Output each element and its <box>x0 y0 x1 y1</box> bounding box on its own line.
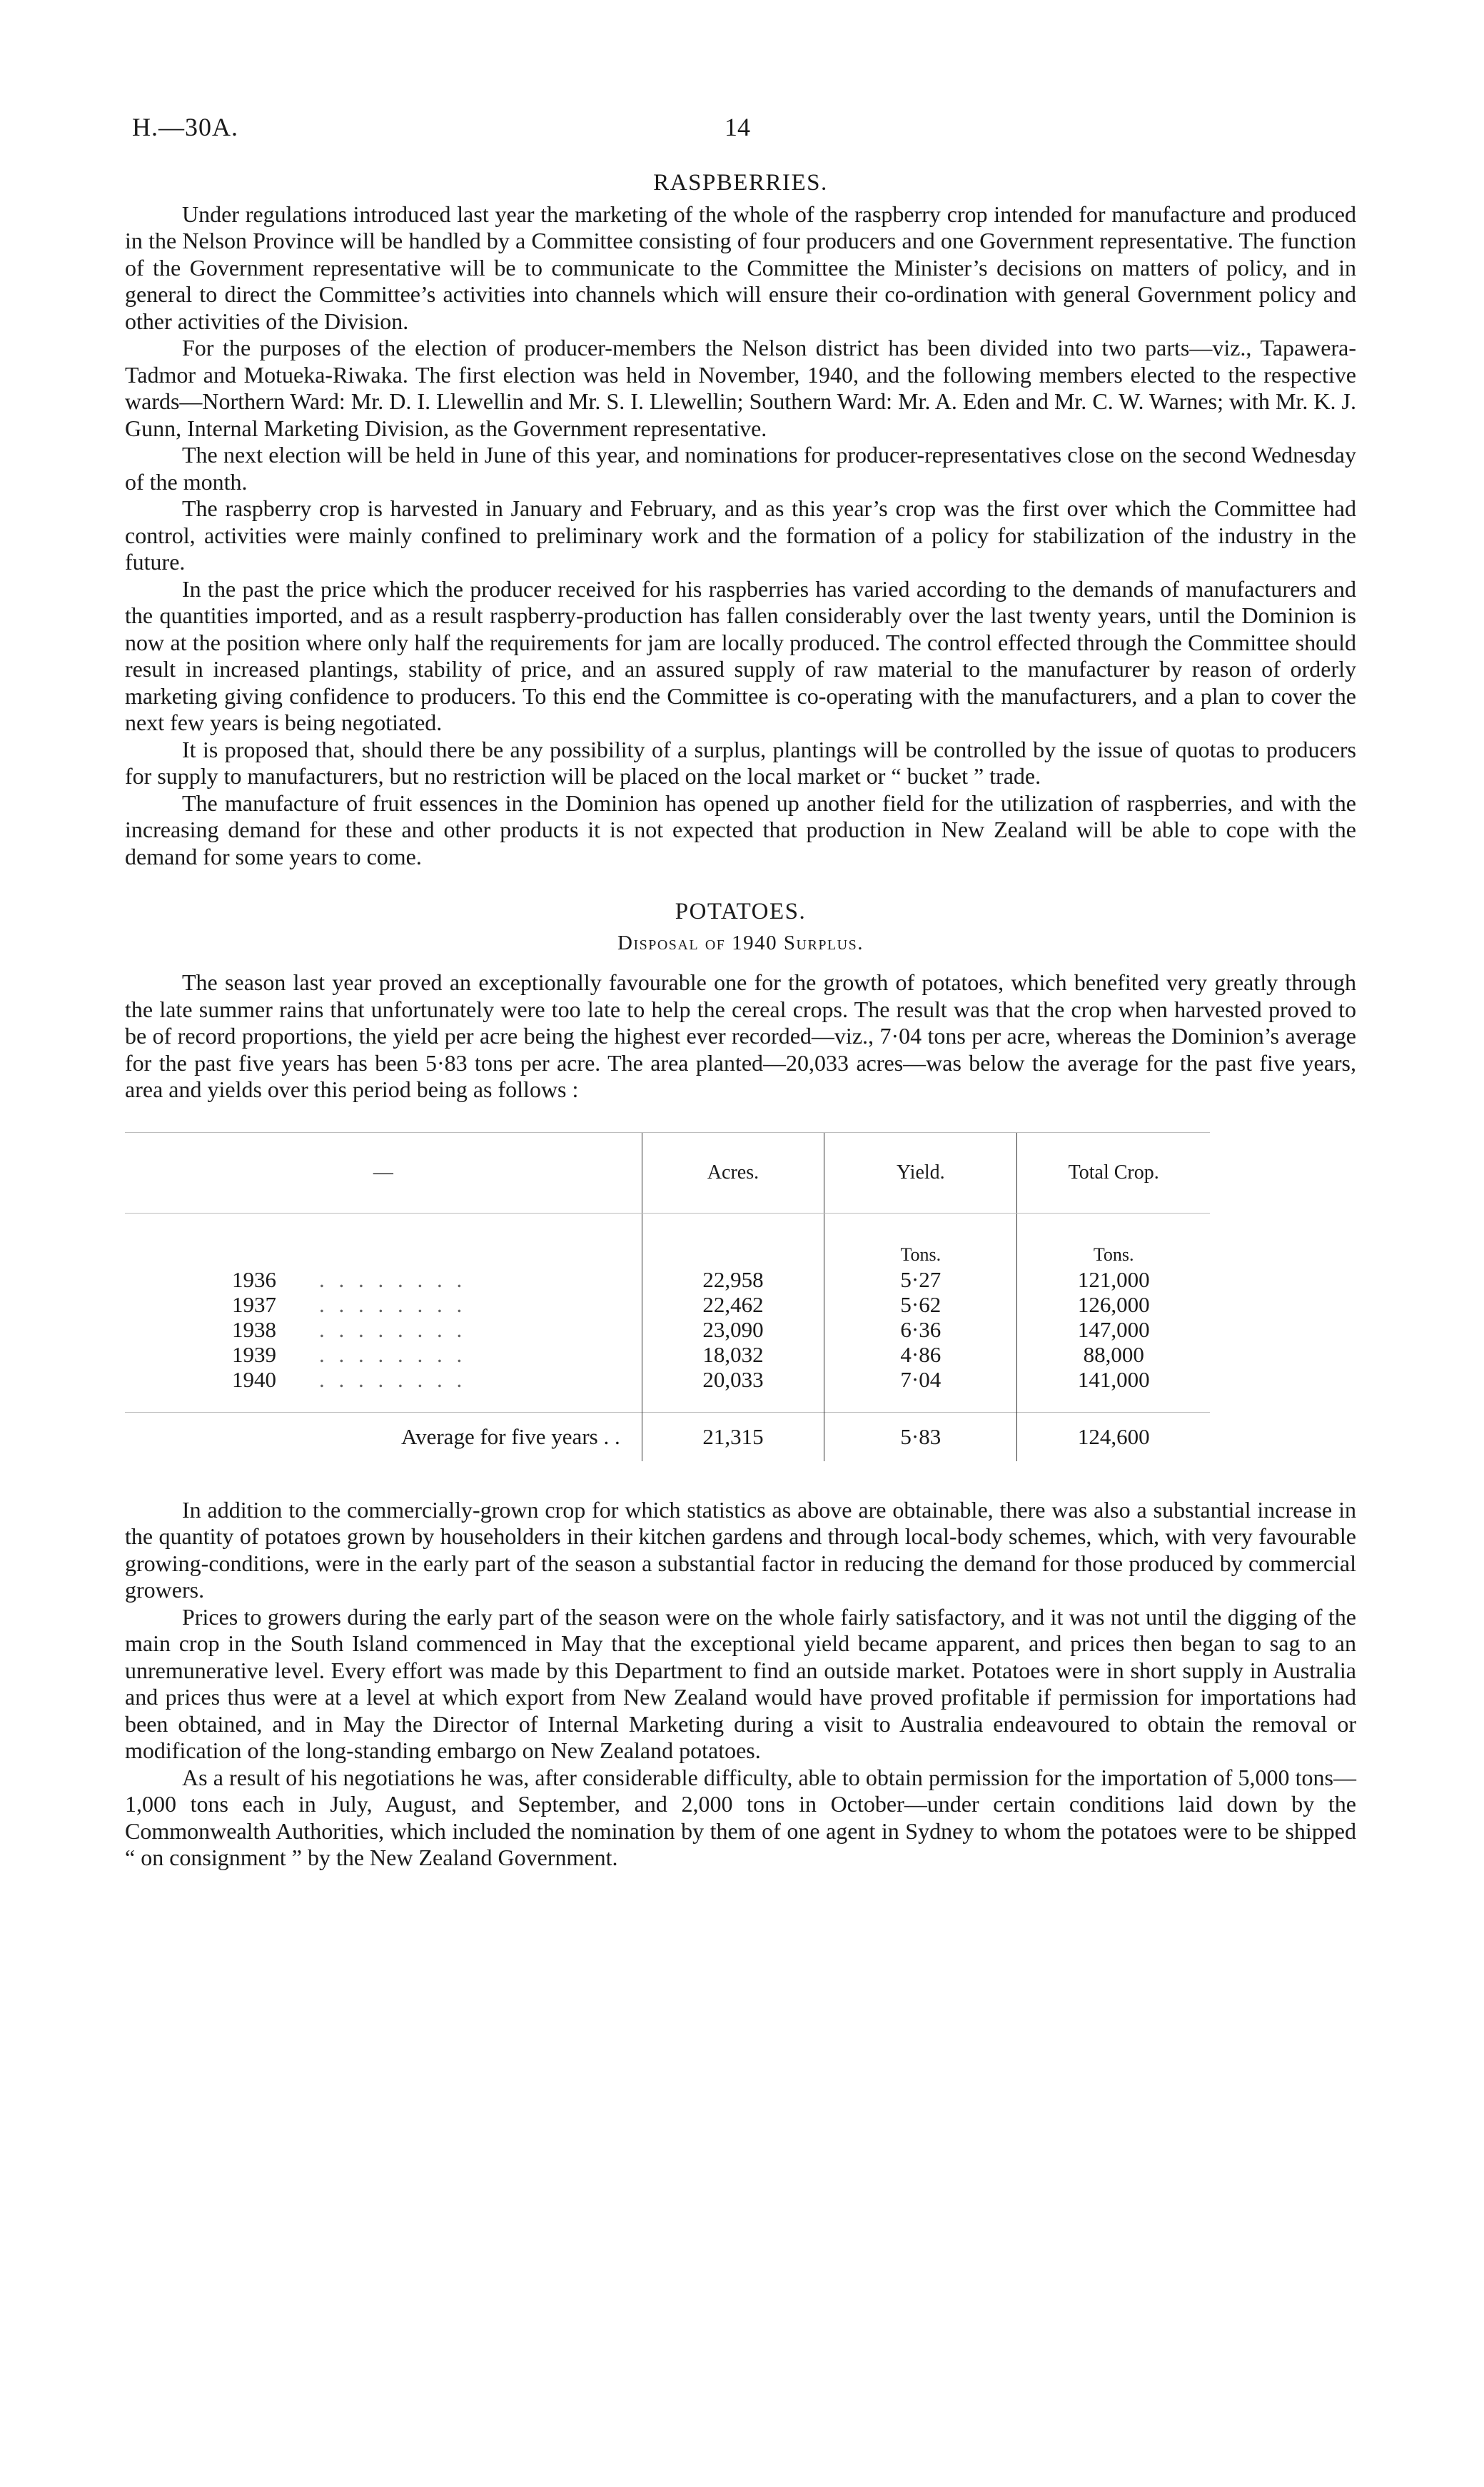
total-cell: 88,000 <box>1017 1342 1210 1367</box>
paragraph: The manufacture of fruit essences in the Dominion has opened up another field for the utilization of raspberries, and with the increasing demand for these and other products it is not expected that production in New Zealand will be able to cope with the demand for some years to come. <box>125 790 1356 869</box>
acres-cell: 22,958 <box>642 1267 824 1292</box>
year-cell: 1940 <box>232 1366 276 1392</box>
year-cell: 1937 <box>232 1291 276 1317</box>
yield-cell: 4·86 <box>824 1342 1017 1367</box>
leader-dots: . . . . . . . . <box>319 1316 467 1342</box>
acres-cell: 22,462 <box>642 1292 824 1317</box>
total-cell: 147,000 <box>1017 1317 1210 1342</box>
yield-unit: Tons. <box>824 1213 1017 1267</box>
average-total: 124,600 <box>1017 1412 1210 1461</box>
year-cell: 1939 <box>232 1341 276 1367</box>
yield-cell: 6·36 <box>824 1317 1017 1342</box>
paragraph: In the past the price which the producer received for his raspberries has varied according to the demands of manufacturers and the quantities imported, and as a result raspberry-production has fallen considerably over the last twenty years, until the Dominion is now at the position where only half the requirements for jam are locally produced. The control effected through the Committee should result in increased plantings, stability of price, and an assured supply of raw material to the manufacturer by reason of orderly marketing giving confidence to producers. To this end the Committee is co-operating with the manufacturers, and a plan to cover the next few years is being negotiated. <box>125 575 1356 735</box>
column-header-year: — <box>125 1132 642 1213</box>
potatoes-heading: POTATOES. <box>675 899 807 924</box>
acres-cell: 23,090 <box>642 1317 824 1342</box>
table-header-row <box>125 1132 1210 1213</box>
raspberries-heading: RASPBERRIES. <box>653 170 828 196</box>
year-cell: 1938 <box>232 1316 276 1342</box>
table-row <box>125 1342 1210 1367</box>
column-header-total-crop: Total Crop. <box>1017 1132 1210 1213</box>
yield-cell: 5·27 <box>824 1267 1017 1292</box>
total-unit: Tons. <box>1017 1213 1210 1267</box>
paragraph: The season last year proved an exceptionally favourable one for the growth of potatoes, which benefited very greatly through the late summer rains that unfortunately were too late to help the cereal crops. The result was that the crop when harvested proved to be of record proportions, the yield per acre being the highest ever recorded—viz., 7·04 tons per acre, whereas the Dominion’s average for the past five years has been 5·83 tons per acre. The area planted—20,033 acres—was below the average for the past five years, area and yields over this period being as follows : <box>125 969 1356 1102</box>
total-cell: 126,000 <box>1017 1292 1210 1317</box>
leader-dots: . . . . . . . . <box>319 1341 467 1367</box>
yield-cell: 5·62 <box>824 1292 1017 1317</box>
paragraph: Prices to growers during the early part of the season were on the whole fairly satisfactory, and it was not until the digging of the main crop in the South Island commenced in May that the exceptional yield became apparent, and prices then began to sag to an unremunerative level. Every effort was made by this Department to find an outside market. Potatoes were in short supply in Australia and prices thus were at a level at which export from New Zealand would have proved profitable if permission for importations had been obtained, and in May the Director of Internal Marketing during a visit to Australia endeavoured to obtain the removal or modification of the long-standing embargo on New Zealand potatoes. <box>125 1603 1356 1763</box>
table-row <box>125 1367 1210 1413</box>
paragraph: Under regulations introduced last year the marketing of the whole of the raspberry crop intended for manufacture and produced in the Nelson Province will be handled by a Committee consisting of four producers and one Government representative. The function of the Government representative will be to communicate to the Committee the Minister’s decisions on matters of policy, and in general to direct the Committee’s activities into channels which will ensure their co-ordination with general Government policy and other activities of the Division. <box>125 201 1356 334</box>
units-row <box>125 1213 1210 1267</box>
average-row <box>125 1412 1210 1461</box>
document-reference: H.—30A. <box>132 113 238 141</box>
document-page <box>125 114 1356 1872</box>
table-row <box>125 1317 1210 1342</box>
table-row <box>125 1292 1210 1317</box>
paragraph: The next election will be held in June of this year, and nominations for producer-representatives close on the second Wednesday of the month. <box>125 442 1356 495</box>
paragraph: It is proposed that, should there be any possibility of a surplus, plantings will be controlled by the issue of quotas to producers for supply to manufacturers, but no restriction will be placed on the local market or “ bucket ” trade. <box>125 736 1356 789</box>
potato-statistics-table <box>125 1132 1210 1461</box>
leader-dots: . . . . . . . . <box>319 1366 467 1392</box>
potatoes-subheading: Disposal of 1940 Surplus. <box>617 931 864 954</box>
year-cell: 1936 <box>232 1266 276 1292</box>
average-yield: 5·83 <box>824 1412 1017 1461</box>
yield-cell: 7·04 <box>824 1367 1017 1413</box>
paragraph: For the purposes of the election of producer-members the Nelson district has been divided into two parts—viz., Tapawera-Tadmor and Motueka-Riwaka. The first election was held in November, 1940, and the following members elected to the respective wards—Northern Ward: Mr. D. I. Llewellin and Mr. S. I. Llewellin; Southern Ward: Mr. A. Eden and Mr. C. W. Warnes; with Mr. K. J. Gunn, Internal Marketing Division, as the Government representative. <box>125 335 1356 441</box>
page-number: 14 <box>725 113 750 141</box>
leader-dots: . . . . . . . . <box>319 1266 467 1292</box>
acres-cell: 20,033 <box>642 1367 824 1413</box>
page-header <box>125 114 1356 157</box>
average-acres: 21,315 <box>642 1412 824 1461</box>
table-row <box>125 1267 1210 1292</box>
leader-dots: . . . . . . . . <box>319 1291 467 1317</box>
paragraph: In addition to the commercially-grown crop for which statistics as above are obtainable, there was also a substantial increase in the quantity of potatoes grown by householders in their kitchen gardens and through local-body schemes, which, with very favourable growing-conditions, were in the early part of the season a substantial factor in reducing the demand for those produced by commercial growers. <box>125 1496 1356 1603</box>
paragraph: The raspberry crop is harvested in January and February, and as this year’s crop was the first over which the Committee had control, activities were mainly confined to preliminary work and the formation of a policy for stabilization of the industry in the future. <box>125 495 1356 575</box>
total-cell: 121,000 <box>1017 1267 1210 1292</box>
column-header-yield: Yield. <box>824 1132 1017 1213</box>
average-label: Average for five years . . <box>125 1412 642 1461</box>
total-cell: 141,000 <box>1017 1367 1210 1413</box>
column-header-acres: Acres. <box>642 1132 824 1213</box>
paragraph: As a result of his negotiations he was, after considerable difficulty, able to obtain permission for the importation of 5,000 tons—1,000 tons each in July, August, and September, and 2,000 tons in October—under certain conditions laid down by the Commonwealth Authorities, which included the nomination by them of one agent in Sydney to whom the potatoes were to be shipped “ on consignment ” by the New Zealand Government. <box>125 1764 1356 1870</box>
acres-cell: 18,032 <box>642 1342 824 1367</box>
